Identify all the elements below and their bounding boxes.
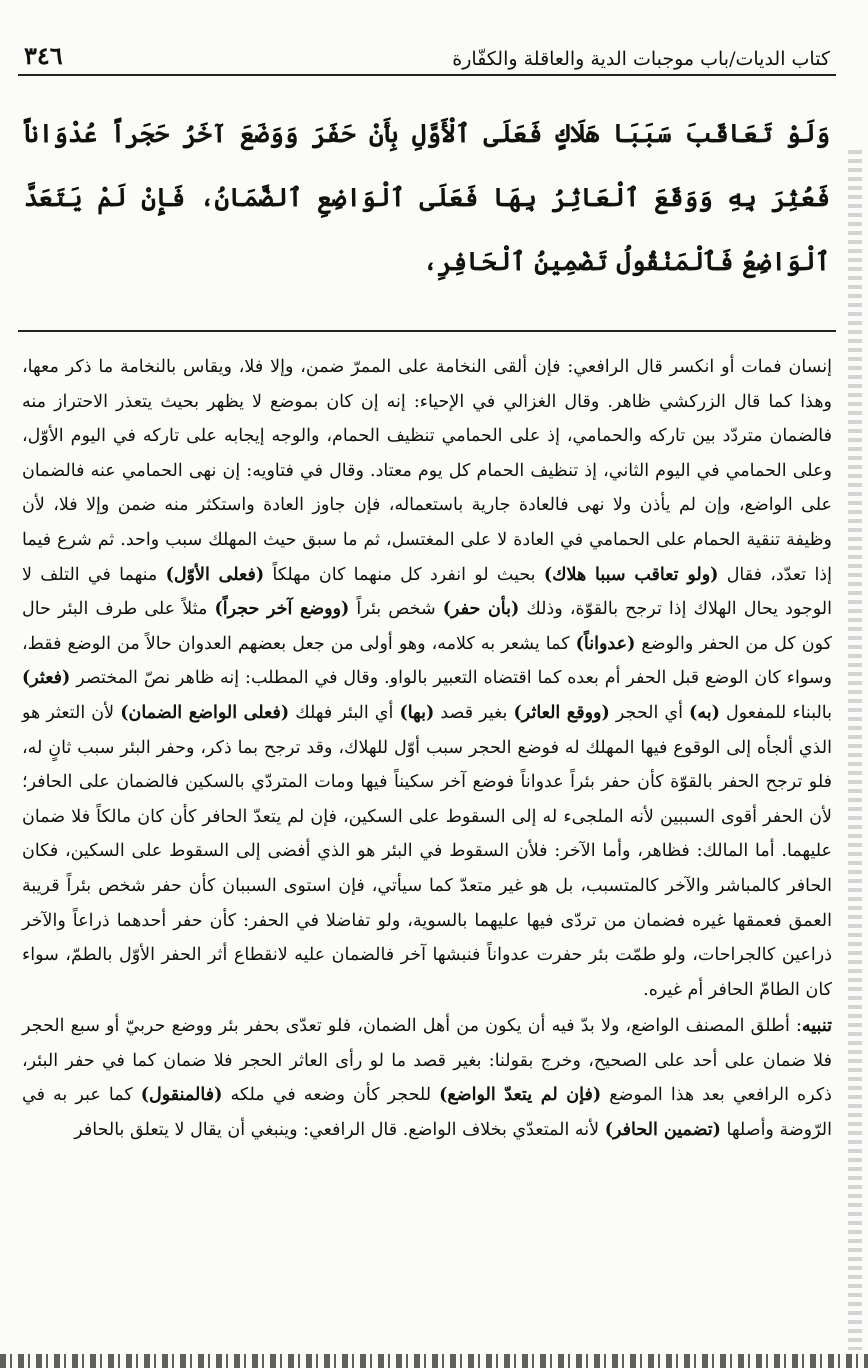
decorative-border-bottom [0,1354,868,1368]
commentary-text: بغير قصد [434,702,514,723]
quoted-matn: (فإن لم يتعدّ الواضع) [439,1085,602,1106]
commentary-text: منهما في التلف لا الوجود يحال الهلاك إذا ترجح بالقوّة، وذلك [22,564,832,620]
quoted-matn: (فعثر) [22,668,71,689]
matn-text: وَلَوْ تَعَاقَبَ سَبَبَا هَلَاكٍ فَعَلَى ٱلْأَوَّلِ بِأَنْ حَفَرَ وَوَضَعَ آخَرُ حَجَراً عُدْوَاناً فَعُثِرَ بِهِ وَوَقَعَ ٱلْعَاثِرُ بِهَا فَعَلَى ٱلْوَاضِعِ ٱلضَّمَانُ، فَإِنْ لَمْ يَتَعَدَّ ٱلْوَاضِعُ فَٱلْمَنْقُولُ تَضْمِينُ ٱلْحَافِرِ، [24,119,830,276]
tanbih-label: تنبيه [801,1016,832,1037]
commentary-text: : أطلق المصنف الواضع، ولا بدّ فيه أن يكون من أهل الضمان، فلو تعدّى بحفر بئر ووضع حربيّ أو سبع الحجر فلا ضمان على أحد على الصحيح، وخرج بقولنا: بغير قصد ما لو رأى العاثر الحجر فلا ضمان كما في حفر البئر، ذكره الرافعي بعد هذا الموضع [22,1016,832,1106]
quoted-matn: (فالمنقول) [140,1085,223,1106]
commentary-paragraph [22,350,832,1007]
quoted-matn: (فعلى الواضع الضمان) [120,702,290,723]
commentary [18,350,836,1148]
quoted-matn: (به) [689,702,720,723]
tanbih-paragraph [22,1009,832,1147]
commentary-text: بالبناء للمفعول [719,702,832,723]
commentary-text: كما عبر به في الرّوضة وأصلها [22,1085,832,1141]
quoted-matn: (بأن حفر) [442,599,520,620]
quoted-matn: (عدواناً) [575,633,636,654]
commentary-text: بحيث لو انفرد كل منهما كان مهلكاً [264,564,544,585]
commentary-text: إنسان فمات أو انكسر قال الرافعي: فإن ألقى النخامة على الممرّ ضمن، وإلا فلا، ويقاس بالنخامة ما ذكر معها، وهذا كما قال الزركشي ظاهر. وقال الغزالي في الإحياء: إنه إن كان بموضع لا يظهر بحيث يتعذر الاحتراز منه فالضمان متردّد بين تاركه والحمامي، إذ على الحمامي تنظيف الحمام، والوجه إيجابه على تاركه في اليوم الأوّل، وعلى الحمامي في اليوم الثاني، إذ تنظيف الحمام كل يوم معتاد. وقال في فتاويه: إن نهى الحمامي عنه فالضمان على الواضع، وإن لم يأذن ولا نهى فالعادة جارية باستعماله، فإن جاوز العادة واستكثر منه ضمن وإلا فلا، لأن وظيفة تنقية الحمام على الحمامي في العادة لا على المغتسل، ثم ما سبق حيث المهلك سبب واحد. ثم شرع فيما إذا تعدّد، فقال [22,357,832,585]
divider [18,330,836,332]
commentary-text: للحجر كأن وضعه في ملكه [222,1085,440,1106]
quoted-matn: (تضمين الحافر) [604,1120,721,1141]
commentary-text: أي الحجر [609,702,690,723]
commentary-text: لأن التعثر هو الذي ألجأه إلى الوقوع فيها المهلك له فوضع الحجر سبب أوّل للهلاك، وقد ترجح بما ذكر، وحفر البئر سبب ثانٍ له، فلو ترجح الحفر بالقوّة كأن حفر بئراً عدواناً فوضع آخر سكيناً فيها ومات المتردّي بالسكين فالضمان على الحافر؛ لأن الحفر أقوى السببين لأنه الملجىء له إلى السقوط على السكين، فإن لم يتعدّ الحافر كأن كان مالكاً فلا ضمان عليهما. أما المالك: فظاهر، وأما الآخر: فلأن السقوط في البئر هو الذي أفضى إلى السقوط على السكين، فكان الحافر كالمباشر والآخر كالمتسبب، بل هو غير متعدّ كما سيأتي، فإن استوى السببان كأن حفر شخص بئراً قريبة العمق فعمقها غيره فضمان من تردّى فيها عليهما بالسوية، ولو تفاضلا في الحفر: كأن حفر أحدهما ذراعاً والآخر ذراعين كالجراحات، ولو طمّت بئر حفرت عدواناً فنبشها آخر فالضمان عليه لانقطاع أثر الحفر الأوّل بالطمّ، سواء كان الطامّ الحافر أم غيره. [22,702,832,1000]
running-title: كتاب الديات/باب موجبات الدية والعاقلة والكفّارة [452,48,830,70]
quoted-matn: (ووقع العاثر) [513,702,610,723]
commentary-text: كما يشعر به كلامه، وهو أولى من جعل بعضهم العدوان حالاً من الوضع فقط، وسواء كان الوضع قبل الحفر أم بعده كما اقتضاه التعبير بالواو. وقال في المطلب: إنه ظاهر نصّ المختصر [22,633,832,689]
commentary-text: لأنه المتعدّي بخلاف الواضع. قال الرافعي: وينبغي أن يقال لا يتعلق بالحافر [74,1120,605,1141]
page-header [18,26,836,76]
commentary-text: مثلاً على طرف البئر حال كون كل من الحفر والوضع [22,599,832,654]
quoted-matn: (فعلى الأوّل) [165,564,265,585]
quoted-matn: (بها) [399,702,435,723]
commentary-text: أي البئر فهلك [289,702,400,723]
quoted-matn: (ولو تعاقب سببا هلاك) [543,564,719,585]
commentary-text: شخص بئراً [349,599,443,620]
decorative-border-right [848,150,862,1350]
page-number: ٣٤٦ [24,41,63,70]
quoted-matn: (ووضع آخر حجراً) [214,599,350,620]
document-page [18,26,836,1346]
